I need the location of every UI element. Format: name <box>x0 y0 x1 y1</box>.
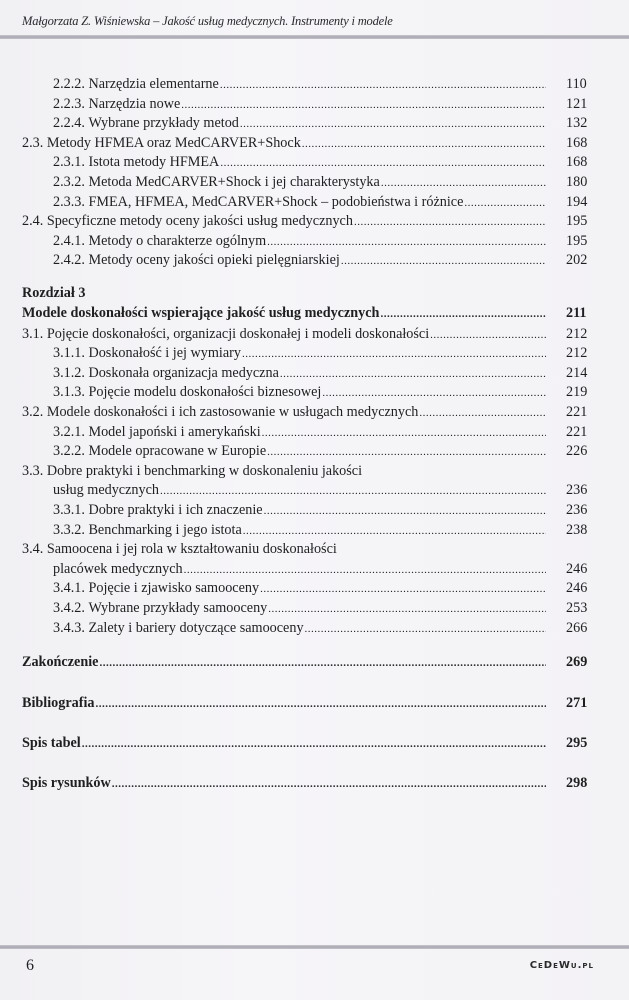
toc-entry-title: Doskonałość i jej wymiary <box>88 345 241 362</box>
toc-leader-dots <box>184 560 546 580</box>
toc-entry-title: Modele doskonałości i ich zastosowanie w usługach medycznych <box>46 403 419 420</box>
toc-entry-text <box>22 652 546 673</box>
toc-entry <box>0 422 629 442</box>
toc-leader-dots <box>380 304 546 324</box>
toc-entry-title: Istota metody HFMEA <box>88 154 220 171</box>
toc-entry-continuation <box>0 480 629 500</box>
toc-entry <box>22 461 362 481</box>
toc-entry-number: 2.2.4. <box>53 115 89 132</box>
toc-entry <box>0 94 629 114</box>
page-number: 6 <box>26 957 34 974</box>
publisher-brand: CeDeWu.pl <box>529 960 594 971</box>
toc-leader-dots <box>260 579 546 599</box>
toc-entry-title: Modele doskonałości wspierające jakość usług medycznych <box>22 305 380 321</box>
toc-entry <box>0 733 629 753</box>
toc-page-number: 246 <box>566 580 588 597</box>
toc-entry-text <box>53 250 546 271</box>
toc-entry-title: Pojęcie modelu doskonałości biznesowej <box>88 384 322 401</box>
toc-entry <box>0 113 629 133</box>
toc-entry-text <box>22 693 546 714</box>
toc-page-number: 110 <box>566 76 587 92</box>
toc-entry-text <box>53 152 546 173</box>
toc-page-number: 214 <box>566 364 588 381</box>
toc-leader-dots <box>264 501 546 521</box>
toc-entry-title: Bibliografia <box>22 695 95 711</box>
toc-entry-title: Specyficzne metody oceny jakości usług medycznych <box>46 213 353 230</box>
toc-leader-dots <box>220 75 546 95</box>
toc-entry-title: Samoocena i jej rola w kształtowaniu doskonałości <box>46 541 337 558</box>
toc-entry <box>0 773 629 793</box>
toc-leader-dots <box>341 251 546 271</box>
toc-entry-text <box>22 133 546 154</box>
toc-entry-text <box>53 559 546 580</box>
toc-page-number: 132 <box>566 115 588 132</box>
toc-page-number: 212 <box>566 345 588 362</box>
toc-entry-text <box>53 192 546 213</box>
toc-entry-text <box>53 441 546 462</box>
toc-entry <box>22 539 337 559</box>
toc-entry-text <box>53 172 546 193</box>
toc-entry-title: Metoda MedCARVER+Shock i jej charakterystyka <box>88 174 380 190</box>
toc-entry <box>0 520 629 540</box>
toc-entry-title: Wybrane przykłady metod <box>88 115 239 132</box>
toc-entry <box>0 192 629 212</box>
toc-entry-number: 3.1.2. <box>53 364 89 381</box>
toc-leader-dots <box>280 364 546 384</box>
toc-entry-title: Spis tabel <box>22 735 81 751</box>
toc-entry-title: Metody oceny jakości opieki pielęgniarskiej <box>88 252 340 269</box>
toc-entry-title: Spis rysunków <box>22 775 111 791</box>
toc-entry <box>0 598 629 618</box>
toc-leader-dots <box>112 774 546 794</box>
toc-entry <box>0 652 629 672</box>
toc-entry-number: 2.4.2. <box>53 252 89 269</box>
toc-entry-text <box>53 231 546 252</box>
toc-entry-number: 3.2.2. <box>53 443 89 460</box>
toc-page-number: 194 <box>566 193 588 210</box>
toc-entry-text <box>53 500 546 521</box>
toc-entry <box>0 363 629 383</box>
toc-leader-dots <box>220 153 546 173</box>
toc-page-number: 121 <box>566 95 588 112</box>
toc-entry-text <box>53 363 546 384</box>
toc-entry-title: Narzędzia nowe <box>88 95 181 112</box>
toc-page-number: 236 <box>566 482 588 499</box>
toc-entry-text <box>53 343 546 364</box>
toc-entry-number: 3.2.1. <box>53 423 89 440</box>
toc-page-number: 266 <box>566 619 588 636</box>
footer-rule <box>0 945 629 949</box>
toc-entry-text <box>53 598 546 619</box>
toc-entry <box>0 133 629 153</box>
toc-leader-dots <box>267 232 546 252</box>
toc-leader-dots <box>381 173 546 193</box>
toc-leader-dots <box>160 481 546 501</box>
toc-entry-text <box>22 733 546 754</box>
toc-page-number: 269 <box>566 654 588 670</box>
toc-leader-dots <box>305 619 546 639</box>
toc-page-number: 168 <box>566 134 588 151</box>
toc-entry <box>0 578 629 598</box>
toc-entry-title: placówek medycznych <box>53 560 183 577</box>
toc-entry <box>0 250 629 270</box>
toc-entry-number: 2.4. <box>22 213 47 230</box>
toc-entry-title: Wybrane przykłady samooceny <box>88 599 268 616</box>
toc-entry-title: Pojęcie i zjawisko samooceny <box>88 580 260 597</box>
toc-entry <box>0 231 629 251</box>
toc-entry-text <box>53 422 546 443</box>
toc-entry-number: 2.3. <box>22 134 47 151</box>
toc-entry-number: 3.3.1. <box>53 501 89 518</box>
toc-entry-text <box>53 382 546 403</box>
toc-page-number: 246 <box>566 560 588 577</box>
toc-page-number: 221 <box>566 423 588 440</box>
toc-page-number: 253 <box>566 599 588 616</box>
toc-entry-number: 3.4.3. <box>53 619 89 636</box>
toc-page-number: 271 <box>566 695 588 711</box>
toc-entry-text <box>53 113 546 134</box>
toc-entry-title: Doskonała organizacja medyczna <box>88 364 279 381</box>
toc-page-number: 219 <box>566 384 588 401</box>
toc-leader-dots <box>322 383 546 403</box>
toc-entry <box>0 211 629 231</box>
toc-entry <box>0 74 629 94</box>
toc-page-number: 202 <box>566 252 588 269</box>
header-rule <box>0 35 629 39</box>
toc-leader-dots <box>419 403 546 423</box>
toc-entry-number: 2.2.2. <box>53 76 89 92</box>
toc-leader-dots <box>181 95 546 115</box>
toc-entry <box>0 402 629 422</box>
toc-entry-title: Model japoński i amerykański <box>88 423 261 440</box>
toc-page-number: 211 <box>566 305 587 321</box>
toc-entry <box>0 500 629 520</box>
toc-entry-text <box>22 324 546 345</box>
toc-entry-title: Pojęcie doskonałości, organizacji doskonałej i modeli doskonałości <box>46 325 430 342</box>
toc-entry-text <box>22 303 546 324</box>
toc-entry-title: Zakończenie <box>22 654 99 670</box>
toc-leader-dots <box>302 134 546 154</box>
toc-entry-number: 3.2. <box>22 403 47 420</box>
toc-entry-number: 2.4.1. <box>53 232 89 249</box>
toc-entry-title: Metody HFMEA oraz MedCARVER+Shock <box>46 134 301 151</box>
toc-entry-number: 2.2.3. <box>53 95 89 112</box>
toc-page-number: 298 <box>566 775 588 791</box>
toc-entry-title: Dobre praktyki i ich znaczenie <box>88 501 263 518</box>
toc-entry-number: 3.4. <box>22 541 47 558</box>
toc-entry-number: 3.1.1. <box>53 345 89 362</box>
toc-entry-text <box>53 520 546 541</box>
toc-entry-number: 3.1. <box>22 325 47 342</box>
toc-entry-number: 2.3.3. <box>53 193 89 210</box>
running-header: Małgorzata Z. Wiśniewska – Jakość usług medycznych. Instrumenty i modele <box>22 14 393 28</box>
toc-entry <box>0 693 629 713</box>
toc-entry <box>0 152 629 172</box>
toc-page-number: 238 <box>566 521 588 538</box>
toc-page-number: 180 <box>566 174 588 190</box>
toc-entry-text <box>22 402 546 423</box>
toc-entry <box>0 172 629 192</box>
toc-entry-title: Dobre praktyki i benchmarking w doskonaleniu jakości <box>46 462 363 479</box>
toc-entry-text <box>53 480 546 501</box>
toc-page-number: 236 <box>566 501 588 518</box>
toc-leader-dots <box>82 734 546 754</box>
toc-entry-text <box>53 74 546 95</box>
toc-page-number: 195 <box>566 213 588 230</box>
toc-page-number: 212 <box>566 325 588 342</box>
toc-leader-dots <box>242 344 546 364</box>
toc-entry <box>0 441 629 461</box>
toc-entry-title: Metody o charakterze ogólnym <box>88 232 267 249</box>
toc-entry-text <box>53 94 546 115</box>
toc-leader-dots <box>99 653 546 673</box>
chapter-label: Rozdział 3 <box>22 285 86 301</box>
toc-entry-title: Zalety i bariery dotyczące samooceny <box>88 619 304 636</box>
toc-entry <box>0 343 629 363</box>
toc-page-number: 168 <box>566 154 588 171</box>
toc-leader-dots <box>464 193 546 213</box>
toc-entry-number: 2.3.1. <box>53 154 89 171</box>
toc-entry <box>0 324 629 344</box>
toc-entry-continuation <box>0 559 629 579</box>
toc-entry <box>0 303 629 323</box>
toc-leader-dots <box>354 212 546 232</box>
toc-entry-title: FMEA, HFMEA, MedCARVER+Shock – podobieństwa i różnice <box>88 193 464 210</box>
toc-entry-text <box>22 211 546 232</box>
toc-entry-number: 2.3.2. <box>53 174 89 190</box>
toc-entry-title: Narzędzia elementarne <box>88 76 219 92</box>
toc-leader-dots <box>268 599 546 619</box>
toc-entry-text <box>53 618 546 639</box>
toc-leader-dots <box>96 694 546 714</box>
toc-entry-title: Modele opracowane w Europie <box>88 443 267 460</box>
toc-entry-title: Benchmarking i jego istota <box>88 521 242 538</box>
toc-page-number: 226 <box>566 443 588 460</box>
toc-leader-dots <box>430 325 546 345</box>
toc-page-number: 195 <box>566 232 588 249</box>
toc-entry-number: 3.4.2. <box>53 599 89 616</box>
toc-entry-number: 3.4.1. <box>53 580 89 597</box>
toc-page-number: 295 <box>566 735 588 751</box>
toc-entry <box>0 618 629 638</box>
toc-leader-dots <box>240 114 546 134</box>
toc-entry-title: usług medycznych <box>53 482 159 499</box>
toc-entry-text <box>53 578 546 599</box>
toc-entry-number: 3.3.2. <box>53 521 89 538</box>
toc-leader-dots <box>262 423 546 443</box>
toc-entry-text <box>22 773 546 794</box>
toc-entry <box>0 382 629 402</box>
toc-leader-dots <box>243 521 546 541</box>
toc-entry-number: 3.3. <box>22 462 47 479</box>
toc-entry-number: 3.1.3. <box>53 384 89 401</box>
toc-leader-dots <box>267 442 546 462</box>
toc-page-number: 221 <box>566 403 588 420</box>
